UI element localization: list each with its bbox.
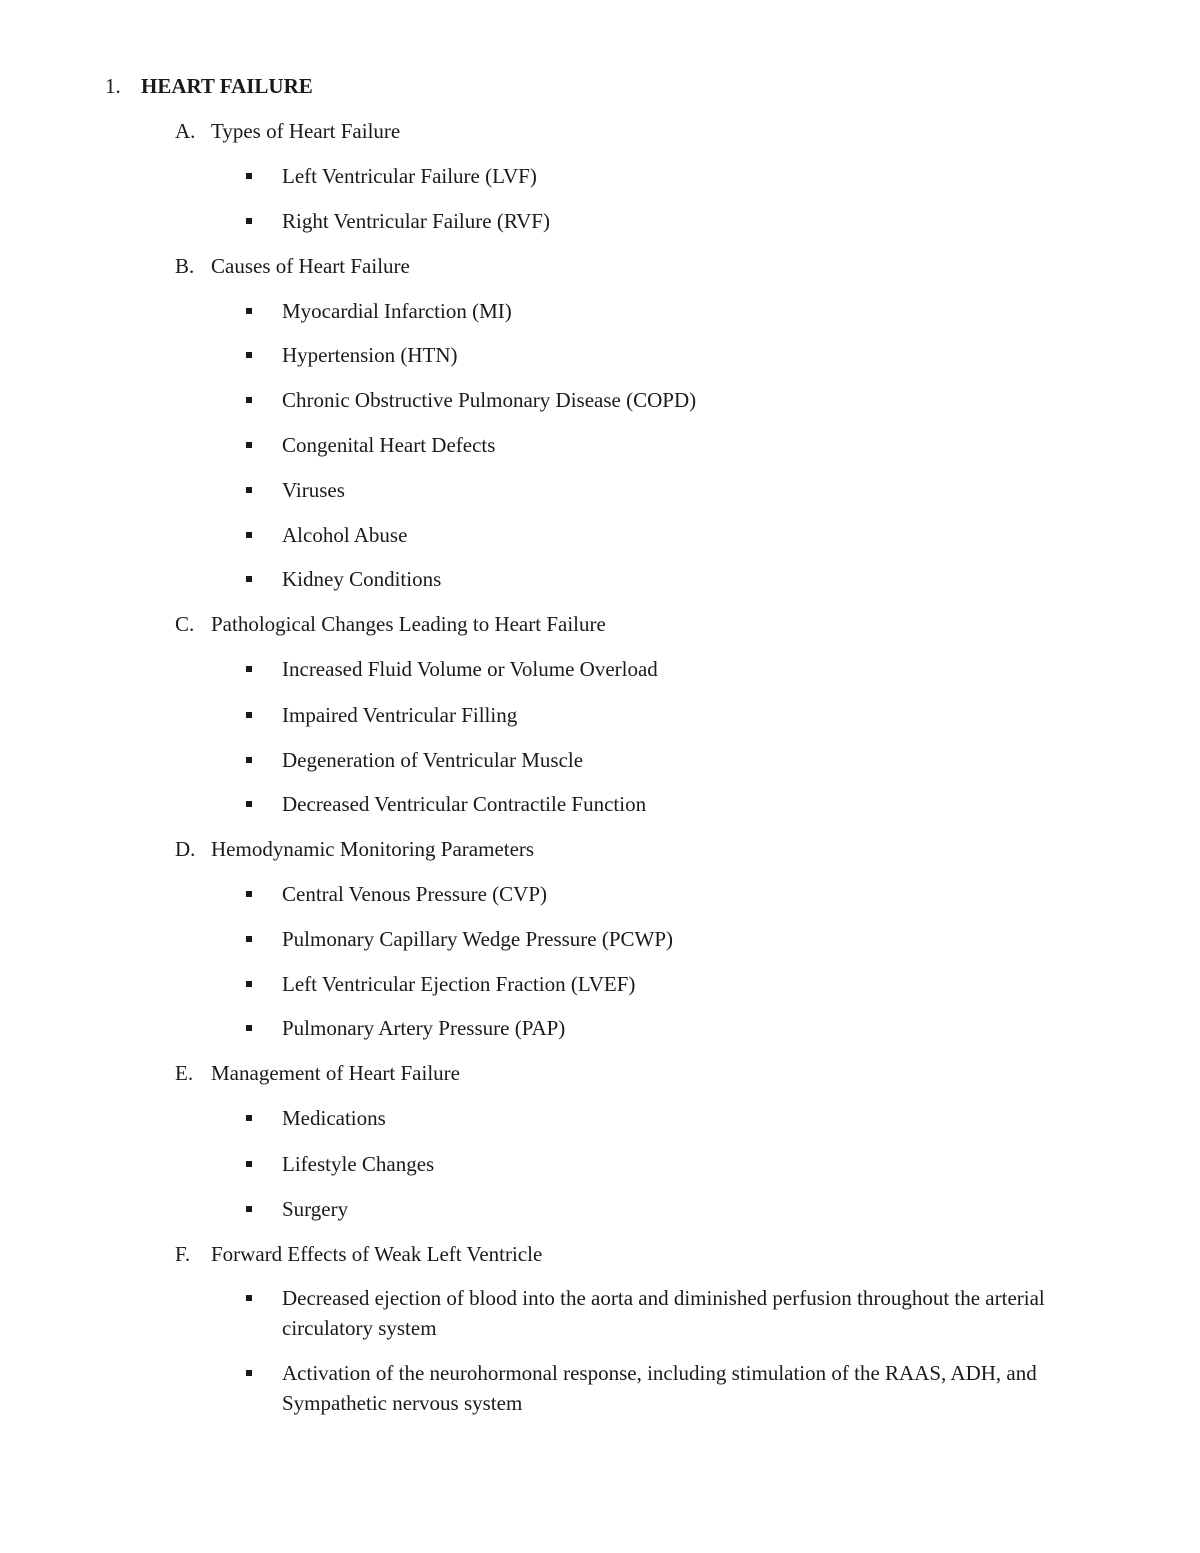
- list-item: Chronic Obstructive Pulmonary Disease (COPD): [246, 385, 1136, 415]
- list-item: Viruses: [246, 475, 1136, 505]
- bullet-icon: [246, 712, 252, 718]
- bullet-icon: [246, 1370, 252, 1376]
- list-item: Degeneration of Ventricular Muscle: [246, 745, 1136, 775]
- section-title: Hemodynamic Monitoring Parameters: [211, 837, 535, 861]
- section-letter: B.: [175, 254, 195, 278]
- bullet-icon: [246, 442, 252, 448]
- section-a: [175, 116, 1165, 146]
- list-item: Central Venous Pressure (CVP): [246, 879, 1136, 909]
- section-e: [175, 1058, 1165, 1088]
- list-item: Left Ventricular Failure (LVF): [246, 161, 1136, 191]
- list-item: Left Ventricular Ejection Fraction (LVEF): [246, 969, 1136, 999]
- list-item: Lifestyle Changes: [246, 1149, 1136, 1179]
- bullet-icon: [246, 1295, 252, 1301]
- bullet-icon: [246, 1025, 252, 1031]
- section-title: Management of Heart Failure: [211, 1061, 460, 1085]
- bullet-icon: [246, 576, 252, 582]
- bullet-icon: [246, 891, 252, 897]
- bullet-icon: [246, 352, 252, 358]
- list-item: Hypertension (HTN): [246, 340, 1136, 370]
- bullet-icon: [246, 532, 252, 538]
- bullet-icon: [246, 1206, 252, 1212]
- section-letter: E.: [175, 1061, 194, 1085]
- section-letter: F.: [175, 1242, 191, 1266]
- bullet-icon: [246, 173, 252, 179]
- main-number: 1.: [105, 74, 121, 98]
- bullet-icon: [246, 757, 252, 763]
- list-item: Impaired Ventricular Filling: [246, 700, 1136, 730]
- section-title: Pathological Changes Leading to Heart Failure: [211, 612, 606, 636]
- bullet-icon: [246, 308, 252, 314]
- list-item: Decreased ejection of blood into the aorta and diminished perfusion throughout the arterial circulatory system: [246, 1283, 1136, 1343]
- bullet-icon: [246, 666, 252, 672]
- list-item: Right Ventricular Failure (RVF): [246, 206, 1136, 236]
- section-d: [175, 834, 1165, 864]
- list-item: Kidney Conditions: [246, 564, 1136, 594]
- bullet-icon: [246, 1161, 252, 1167]
- list-item: Pulmonary Capillary Wedge Pressure (PCWP): [246, 924, 1136, 954]
- section-title: Forward Effects of Weak Left Ventricle: [211, 1242, 543, 1266]
- section-b: [175, 251, 1165, 281]
- main-title: HEART FAILURE: [141, 74, 313, 98]
- list-item: Congenital Heart Defects: [246, 430, 1136, 460]
- section-c: [175, 609, 1165, 639]
- bullet-icon: [246, 936, 252, 942]
- list-item: Surgery: [246, 1194, 1136, 1224]
- main-heading: [105, 71, 313, 101]
- section-f: [175, 1239, 1165, 1269]
- list-item: Pulmonary Artery Pressure (PAP): [246, 1013, 1136, 1043]
- bullet-icon: [246, 397, 252, 403]
- bullet-icon: [246, 487, 252, 493]
- section-letter: C.: [175, 612, 195, 636]
- section-letter: A.: [175, 119, 196, 143]
- list-item: Myocardial Infarction (MI): [246, 296, 1136, 326]
- section-title: Causes of Heart Failure: [211, 254, 410, 278]
- list-item: Increased Fluid Volume or Volume Overload: [246, 654, 1136, 684]
- list-item: Activation of the neurohormonal response, including stimulation of the RAAS, ADH, and Sympathetic nervous system: [246, 1358, 1136, 1418]
- list-item: Alcohol Abuse: [246, 520, 1136, 550]
- bullet-icon: [246, 218, 252, 224]
- bullet-icon: [246, 981, 252, 987]
- section-title: Types of Heart Failure: [211, 119, 401, 143]
- section-letter: D.: [175, 837, 196, 861]
- bullet-icon: [246, 801, 252, 807]
- list-item: Decreased Ventricular Contractile Function: [246, 789, 1136, 819]
- list-item: Medications: [246, 1103, 1136, 1133]
- bullet-icon: [246, 1115, 252, 1121]
